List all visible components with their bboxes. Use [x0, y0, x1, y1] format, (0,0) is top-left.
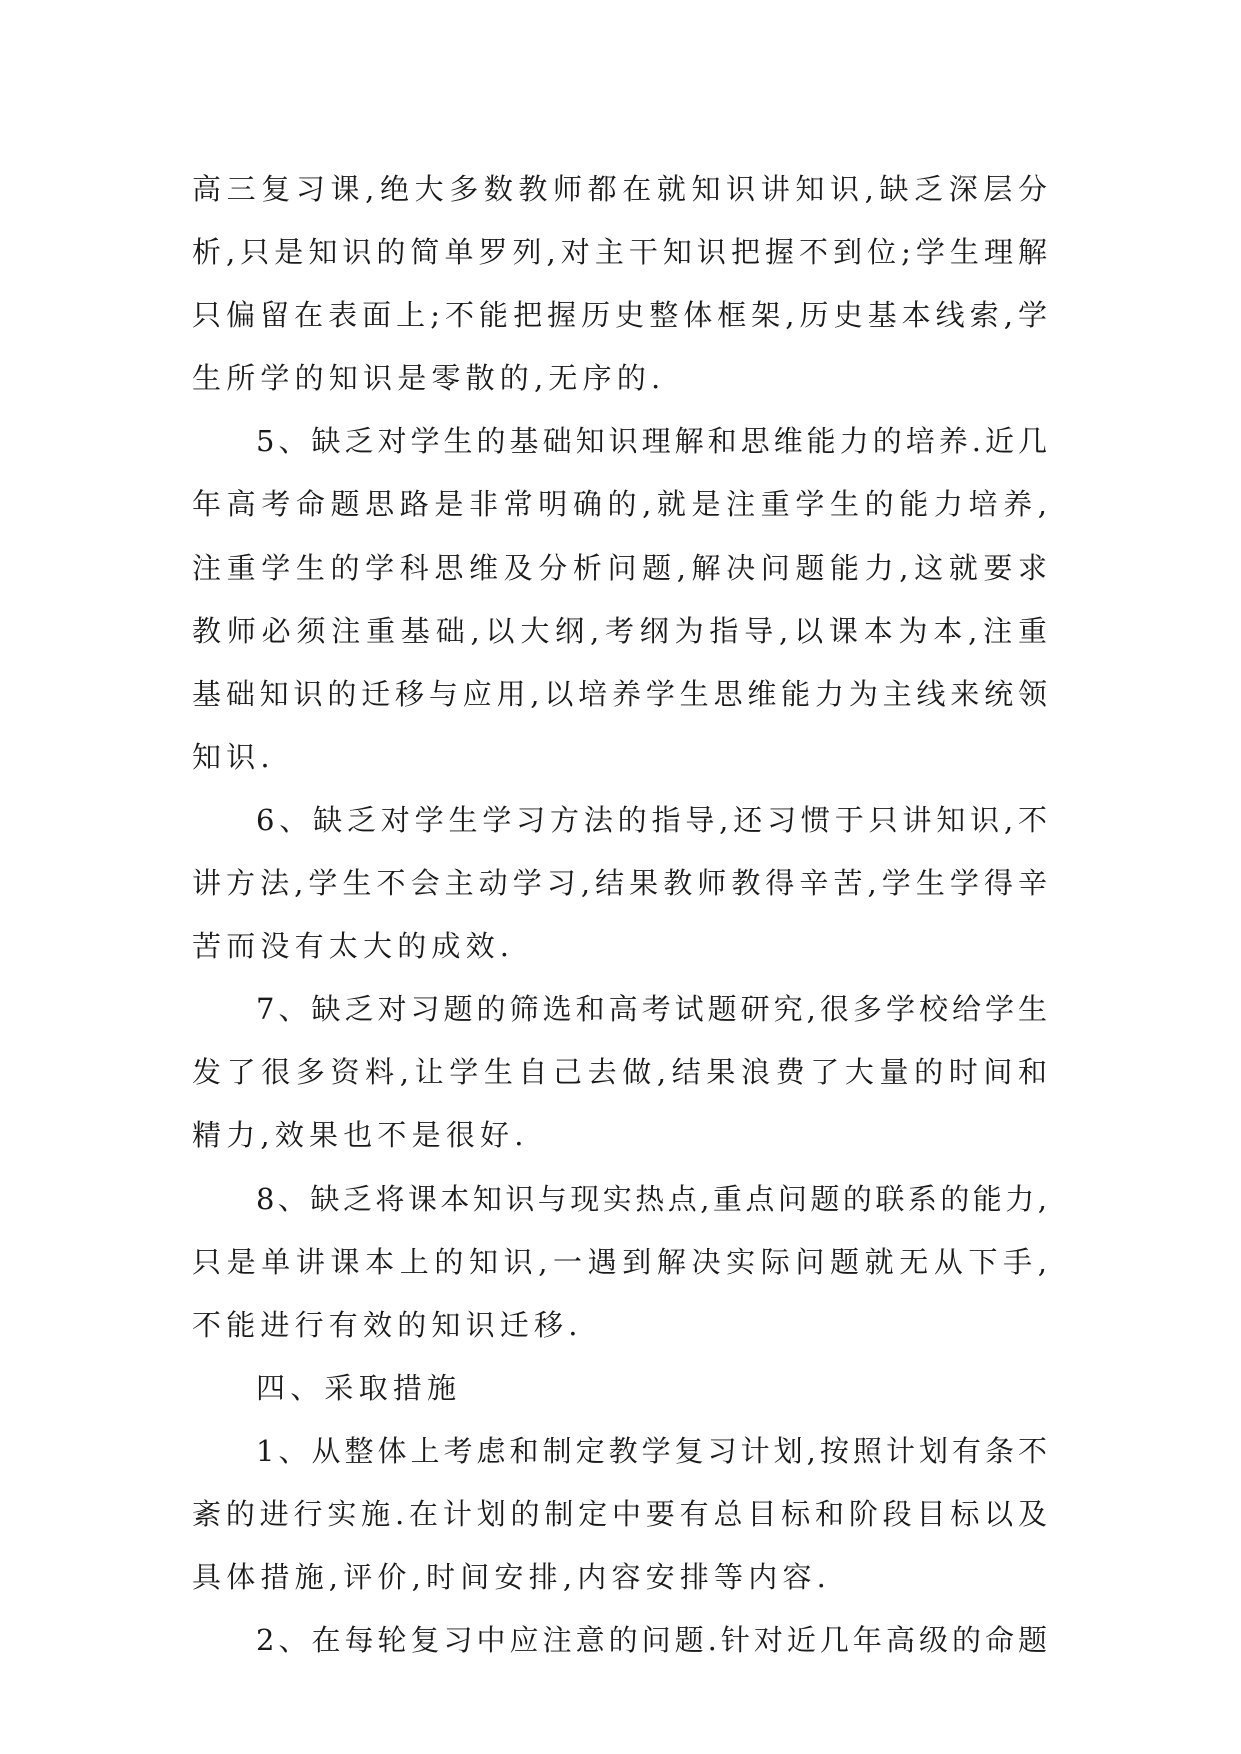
paragraph-line: 精力,效果也不是很好.	[192, 1118, 529, 1153]
paragraph-line: 年高考命题思路是非常明确的,就是注重学生的能力培养,	[192, 487, 1047, 522]
paragraph-line: 生所学的知识是零散的,无序的.	[192, 361, 666, 396]
paragraph-line: 讲方法,学生不会主动学习,结果教师教得辛苦,学生学得辛	[192, 866, 1047, 901]
paragraph-line: 1、从整体上考虑和制定教学复习计划,按照计划有条不	[256, 1433, 1047, 1468]
paragraph-line: 不能进行有效的知识迁移.	[192, 1307, 583, 1342]
section-heading: 四、采取措施	[256, 1370, 462, 1405]
paragraph-line: 只偏留在表面上;不能把握历史整体框架,历史基本线索,学	[192, 298, 1047, 333]
paragraph-line: 紊的进行实施.在计划的制定中要有总目标和阶段目标以及	[192, 1496, 1047, 1531]
paragraph-line: 2、在每轮复习中应注意的问题.针对近几年高级的命题	[256, 1623, 1047, 1658]
paragraph-line: 知识.	[192, 739, 275, 774]
paragraph-line: 高三复习课,绝大多数教师都在就知识讲知识,缺乏深层分	[192, 172, 1047, 206]
paragraph-line: 7、缺乏对习题的筛选和高考试题研究,很多学校给学生	[256, 992, 1047, 1027]
paragraph-line: 教师必须注重基础,以大纲,考纲为指导,以课本为本,注重	[192, 613, 1047, 648]
paragraph-line: 5、缺乏对学生的基础知识理解和思维能力的培养.近几	[256, 424, 1047, 459]
paragraph-line: 基础知识的迁移与应用,以培养学生思维能力为主线来统领	[192, 676, 1047, 711]
paragraph-line: 注重学生的学科思维及分析问题,解决问题能力,这就要求	[192, 550, 1047, 585]
paragraph-line: 发了很多资料,让学生自己去做,结果浪费了大量的时间和	[192, 1055, 1047, 1090]
paragraph-line: 6、缺乏对学生学习方法的指导,还习惯于只讲知识,不	[256, 802, 1047, 837]
paragraph-line: 只是单讲课本上的知识,一遇到解决实际问题就无从下手,	[192, 1244, 1047, 1279]
paragraph-line: 苦而没有太大的成效.	[192, 929, 515, 964]
paragraph-line: 析,只是知识的简单罗列,对主干知识把握不到位;学生理解	[192, 235, 1047, 270]
paragraph-line: 8、缺乏将课本知识与现实热点,重点问题的联系的能力,	[256, 1181, 1047, 1216]
body-text	[192, 158, 1047, 1672]
paragraph-line: 具体措施,评价,时间安排,内容安排等内容.	[192, 1560, 832, 1595]
